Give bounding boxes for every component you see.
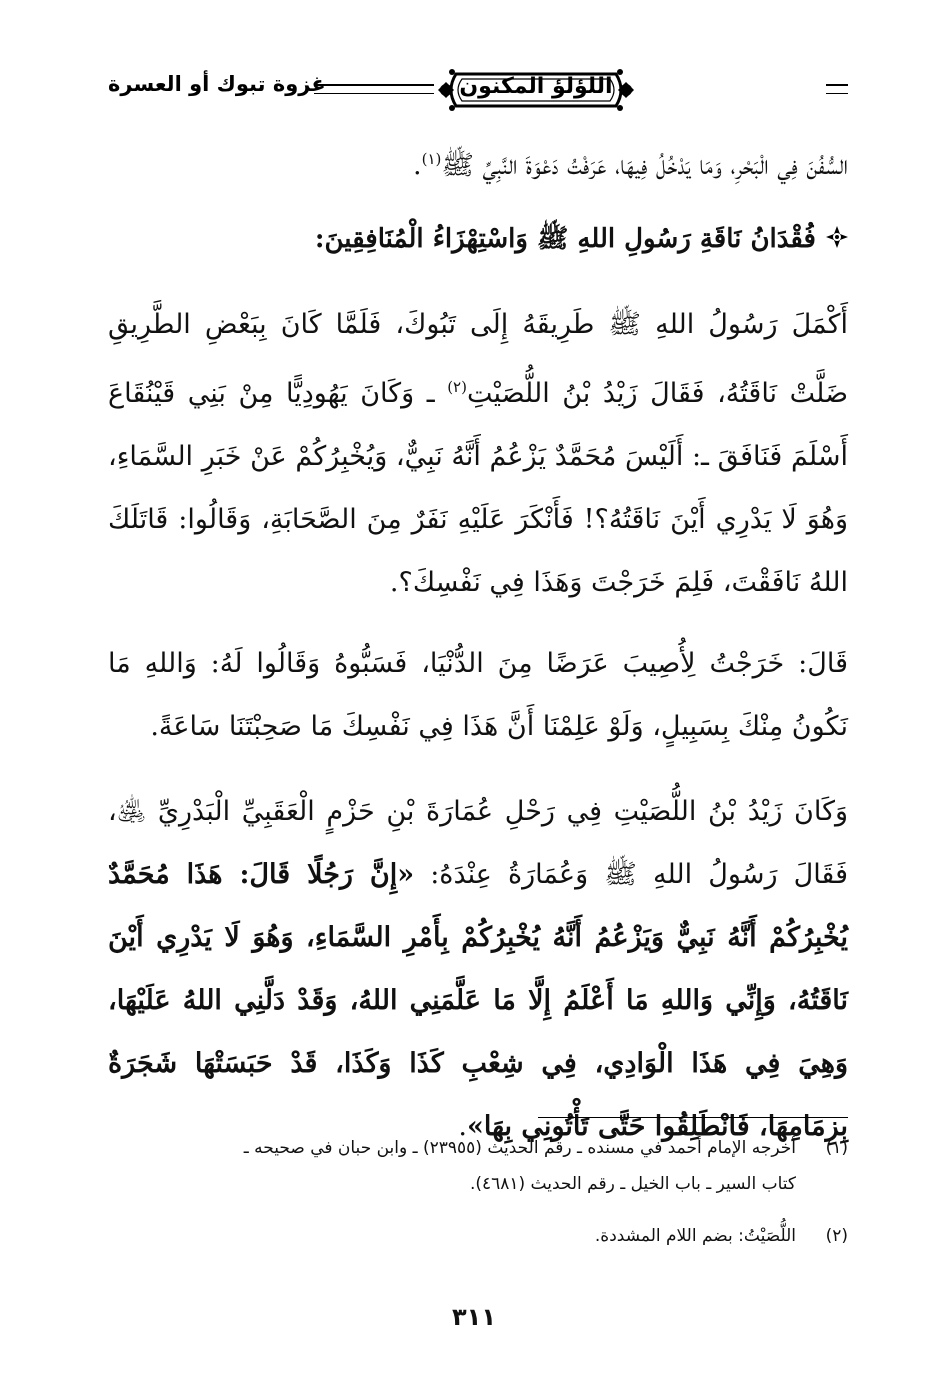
paragraph-3-text: قَالَ: خَرَجْتُ لِأُصِيبَ عَرَضًا مِنَ الدُّنْيَا، فَسَبُّوهُ وَقَالُوا لَهُ: وَاللهِ مَا نَكُونُ مِنْكَ بِسَبِيلٍ، وَلَوْ عَلِمْنَا أَنَّ هَذَا فِي نَفْسِكَ مَا صَحِبْتَنَا سَاعَةً. [108, 648, 848, 742]
ornament-bullet-icon [826, 225, 848, 255]
paragraph-1 [108, 128, 848, 197]
footnote-2 [98, 1218, 848, 1254]
footnote-1 [98, 1130, 848, 1202]
header-ornament-frame [436, 64, 636, 116]
footnote-2-line-1: اللُّصَيْتُ: بضم اللام المشددة. [594, 1226, 796, 1246]
paragraph-2-text-b: ـ وَكَانَ يَهُودِيًّا مِنْ بَنِي قَيْنُقَاعَ أَسْلَمَ فَنَافَقَ ـ: أَلَيْسَ مُحَمَّدٌ يَزْعُمُ أَنَّهُ نَبِيٌّ، وَيُخْبِرُكُمْ عَنْ خَبَرِ السَّمَاءِ، وَهُوَ لَا يَدْرِي أَيْنَ نَاقَتُهُ؟! فَأَنْكَرَ عَلَيْهِ نَفَرٌ مِنَ الصَّحَابَةِ، وَقَالُوا: قَاتَلَكَ اللهُ نَافَقْتَ، فَلِمَ خَرَجْتَ وَهَذَا فِي نَفْسِكَ؟. [108, 378, 848, 598]
running-header [108, 52, 848, 124]
footnote-ref-2[interactable]: (٢) [447, 378, 467, 396]
paragraph-4-text-a: وَكَانَ زَيْدُ بْنُ اللُّصَيْتِ فِي رَحْلِ عُمَارَةَ بْنِ حَزْمٍ الْعَقَبِيِّ الْبَدْرِيِّ ﵁، فَقَالَ رَسُولُ اللهِ ﷺ وَعُمَارَةُ عِنْدَهُ: [108, 796, 849, 890]
paragraph-1-text: السُّفُنَ فِي الْبَحْرِ، وَمَا يَدْخُلُ فِيهَا، عَرَفْتُ دَعْوَةَ النَّبِيِّ ﷺ [441, 150, 848, 181]
section-heading [108, 222, 848, 260]
header-rule-right [826, 84, 848, 94]
footnote-1-line-1: أخرجه الإمام أحمد في مسنده ـ رقم الحديث (٢٣٩٥٥) ـ وابن حبان في صحيحه ـ [243, 1138, 796, 1158]
footnote-ref-1[interactable]: (١) [421, 150, 442, 168]
book-title: اللؤلؤ المكنون [459, 74, 613, 99]
paragraph-2-text-a: أَكْمَلَ رَسُولُ اللهِ ﷺ طَرِيقَهُ إِلَى تَبُوكَ، فَلَمَّا كَانَ بِبَعْضِ الطَّرِيقِ ضَلَّتْ نَاقَتُهُ، فَقَالَ زَيْدُ بْنُ اللُّصَيْتِ [108, 309, 848, 409]
hadith-quote: «إِنَّ رَجُلًا قَالَ: هَذَا مُحَمَّدٌ يُخْبِرُكُمْ أَنَّهُ نَبِيٌّ وَيَزْعُمُ أَنَّهُ يُخْبِرُكُمْ بِأَمْرِ السَّمَاءِ، وَهُوَ لَا يَدْرِي أَيْنَ نَاقَتُهُ، وَإِنِّي وَاللهِ مَا أَعْلَمُ إِلَّا مَا عَلَّمَنِي اللهُ، وَقَدْ دَلَّنِي اللهُ عَلَيْهَا، وَهِيَ فِي هَذَا الْوَادِي، فِي شِعْبِ كَذَا وَكَذَا، قَدْ حَبَسَتْهَا شَجَرَةٌ بِزِمَامِهَا، فَانْطَلِقُوا حَتَّى تَأْتُونِي بِهَا» [108, 859, 848, 1142]
footnote-divider [538, 1117, 848, 1118]
paragraph-4-end: . [458, 1111, 467, 1142]
footnote-1-line-2: كتاب السير ـ باب الخيل ـ رقم الحديث (٤٦٨١). [469, 1174, 796, 1194]
paragraph-3 [108, 632, 848, 758]
header-rule-left [314, 84, 434, 94]
footnote-2-number: (٢) [825, 1226, 848, 1246]
chapter-title: غزوة تبوك أو العسرة [108, 72, 326, 96]
page-number: ٣١١ [452, 1303, 496, 1331]
footnote-1-number: (١) [825, 1138, 848, 1158]
paragraph-4 [108, 780, 848, 1158]
section-heading-text: فُقْدَانُ نَاقَةِ رَسُولِ اللهِ ﷺ وَاسْتِهْزَاءُ الْمُنَافِقِينَ: [314, 224, 816, 254]
paragraph-2 [108, 293, 848, 614]
paragraph-1-end: . [412, 150, 422, 181]
